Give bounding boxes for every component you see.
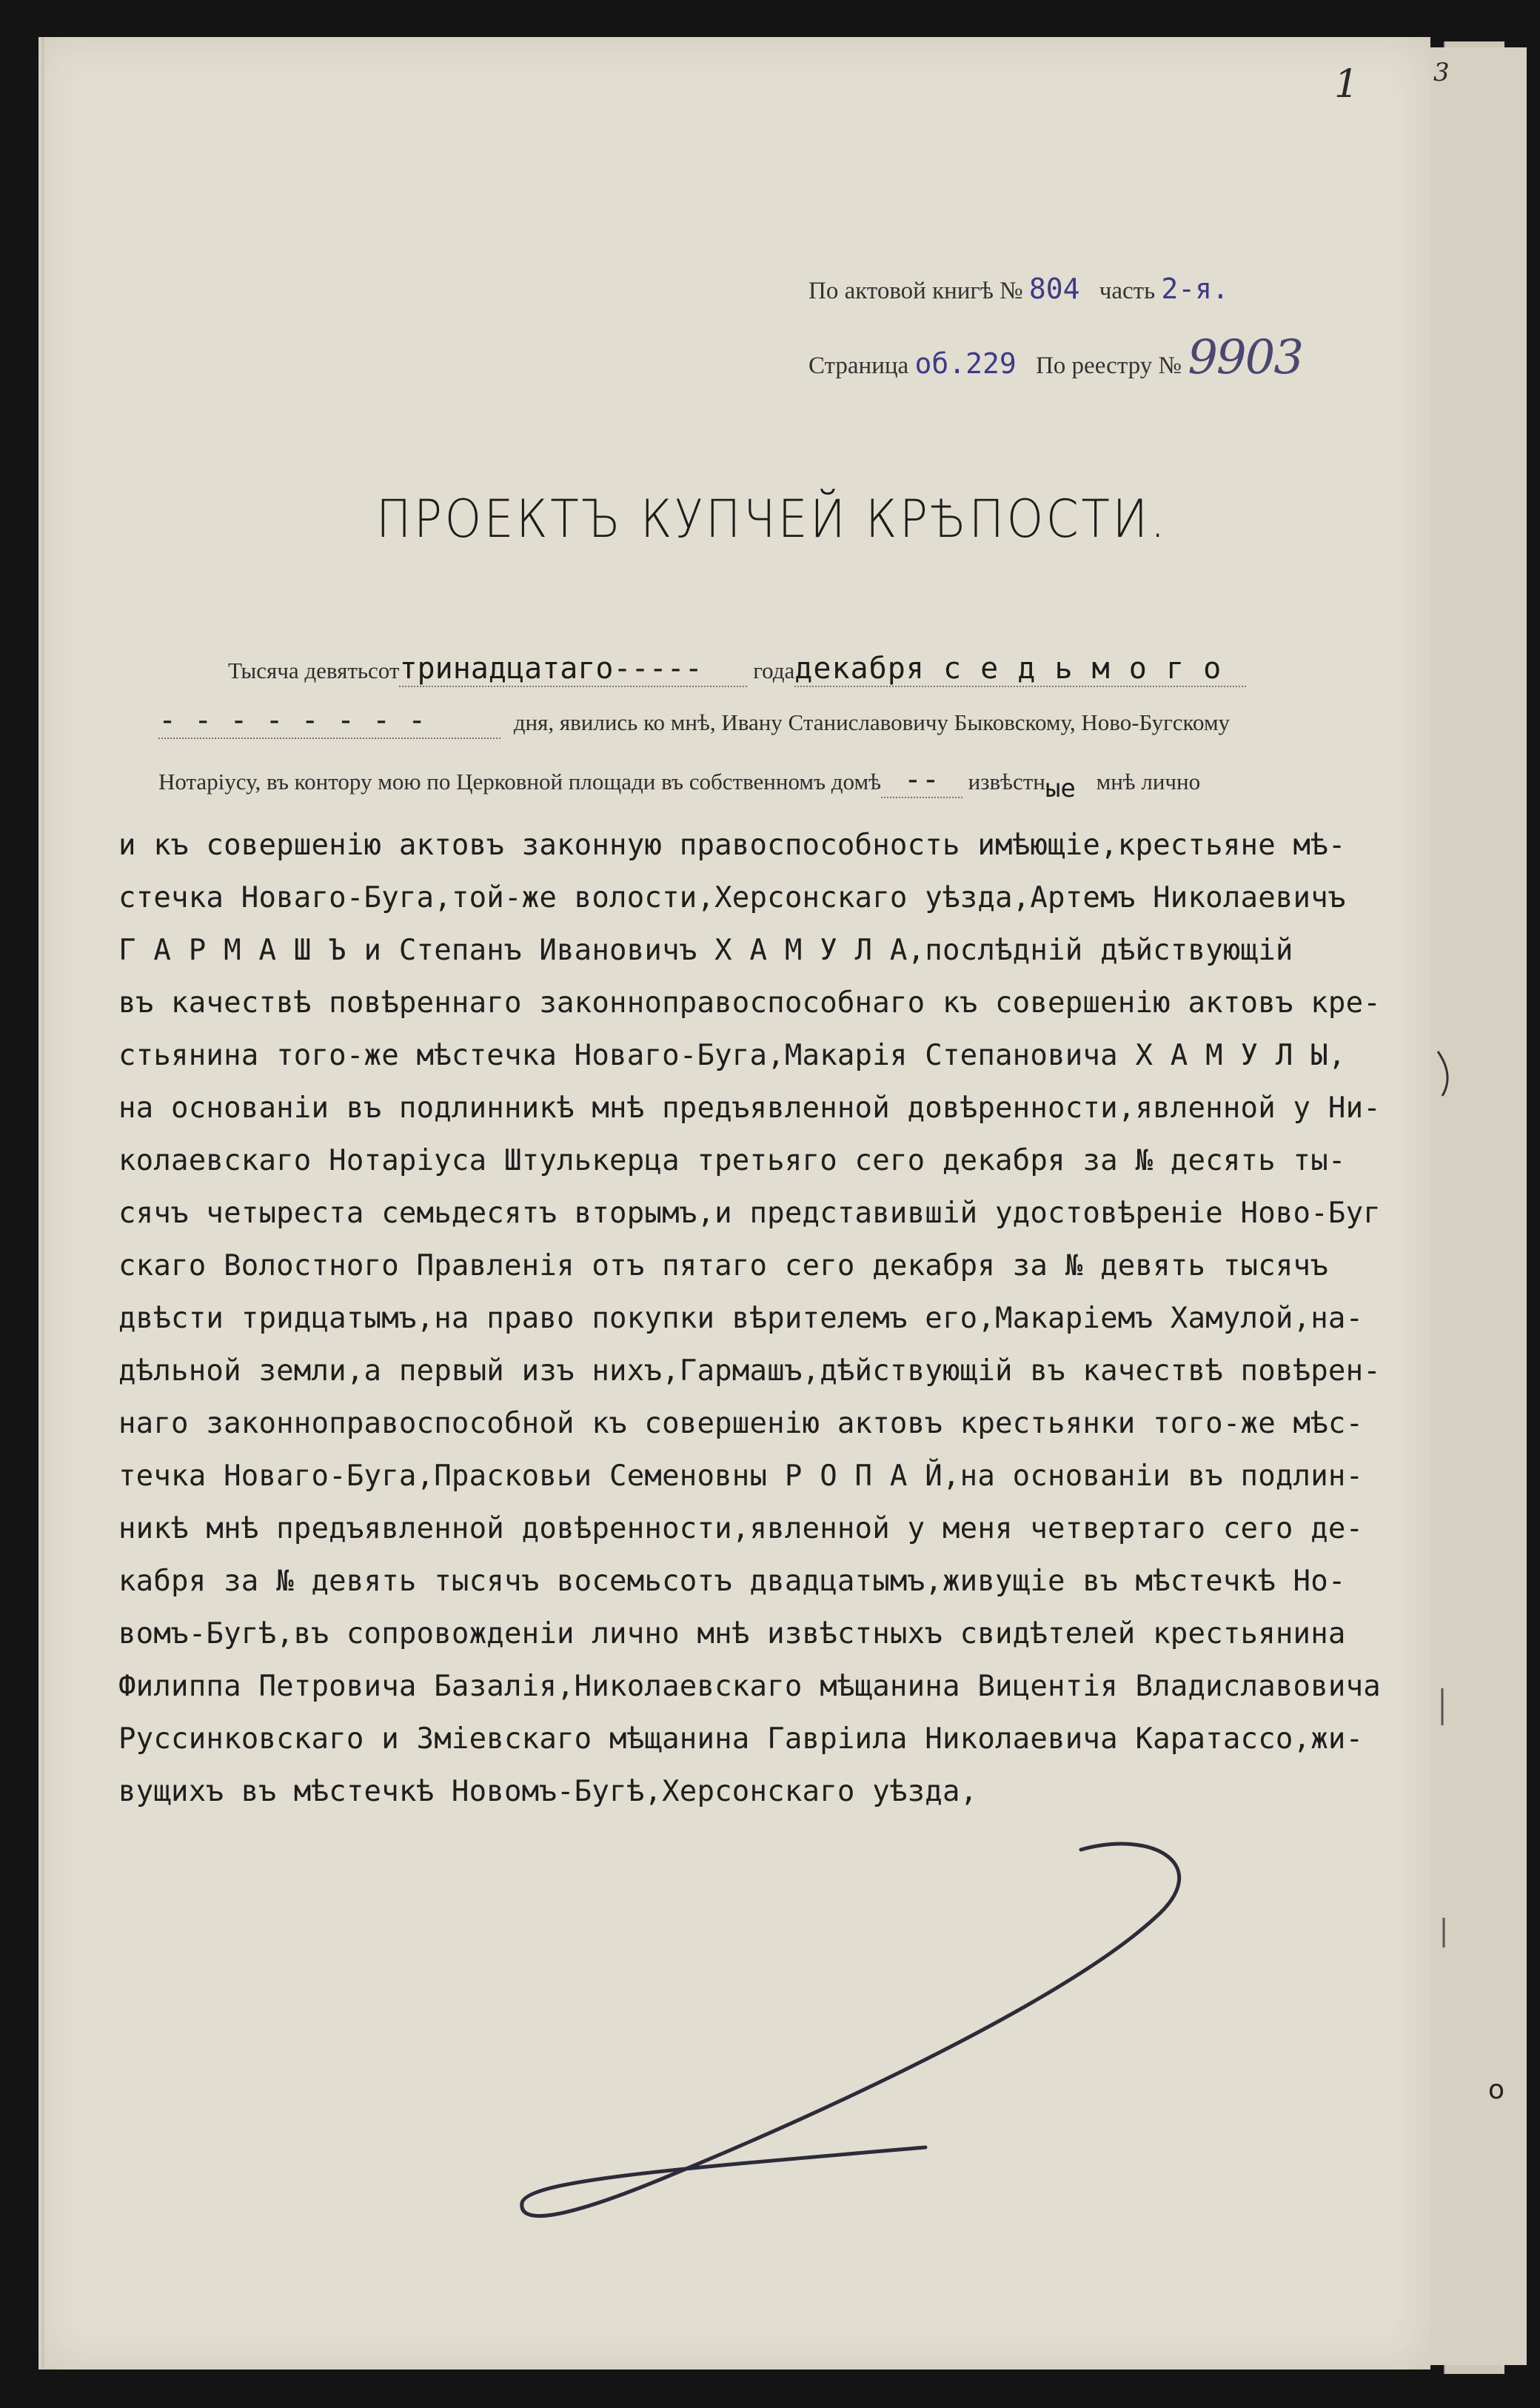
body-line: скаго Волостного Правленія отъ пятаго сего декабря за № девять тысячъ [118, 1249, 1328, 1282]
act-book-label: По актовой книгѣ № [808, 278, 1023, 304]
page-label: Страница [808, 352, 909, 379]
body-line: на основаніи въ подлинникѣ мнѣ предъявленной довѣренности,явленной у Ни- [118, 1091, 1381, 1125]
body-line: Г А Р М А Ш Ъ и Степанъ Ивановичъ Х А М У Л А,послѣдній дѣйствующій [118, 934, 1293, 967]
body-line: вомъ-Бугѣ,въ сопровожденіи лично мнѣ извѣстныхъ свидѣтелей крестьянина [118, 1617, 1346, 1651]
body-line: течка Новаго-Буга,Прасковьи Семеновны Р О П А Й,на основаніи въ подлин- [118, 1459, 1364, 1493]
document-title: ПРОЕКТЪ КУПЧЕЙ КРѢПОСТИ. [376, 489, 1168, 549]
house-typed: -- [903, 763, 940, 797]
act-book-value: 804 [1028, 272, 1080, 305]
year-label: года [753, 658, 795, 683]
dashes-typed: - - - - - - - - [158, 703, 426, 738]
body-line: дѣльной земли,а первый изъ нихъ,Гармашъ,дѣйствующій въ качествѣ повѣрен- [118, 1354, 1381, 1388]
body-line: никѣ мнѣ предъявленной довѣренности,явленной у меня четвертаго сего де- [118, 1512, 1364, 1545]
body-line: Филиппа Петровича Базалія,Николаевскаго мѣщанина Вицентія Владиславовича [118, 1670, 1381, 1703]
month-typed: декабря с е д ь м о г о [794, 652, 1222, 686]
part-value: 2-я. [1161, 272, 1229, 305]
body-line: и къ совершенію актовъ законную правоспособность имѣющіе,крестьяне мѣ- [118, 829, 1346, 862]
margin-mark: о [1488, 2075, 1505, 2105]
notary-text: Нотаріусу, въ контору мою по Церковной площади въ собственномъ домѣ [158, 769, 881, 795]
body-line: вущихъ въ мѣстечкѣ Новомъ-Бугѣ,Херсонскаго уѣзда, [118, 1775, 978, 1808]
body-line: въ качествѣ повѣреннаго законноправоспособнаго къ совершенію актовъ кре- [118, 986, 1381, 1020]
body-line: стьянина того-же мѣстечка Новаго-Буга,Макарія Степановича Х А М У Л Ы, [118, 1039, 1346, 1072]
body-line: кабря за № девять тысячъ восемьсотъ двадцатымъ,живущіе въ мѣстечкѣ Но- [118, 1565, 1346, 1598]
body-line: стечка Новаго-Буга,той-же волости,Херсонскаго уѣзда,Артемъ Николаевичъ [118, 881, 1346, 914]
registry-value: 9903 [1188, 330, 1303, 385]
body-line: сячъ четыреста семьдесятъ вторымъ,и представившій удостовѣреніе Ново-Буг [118, 1197, 1381, 1230]
page-value: об.229 [914, 347, 1017, 380]
folio-number: 1 [1334, 62, 1359, 107]
personally-text: мнѣ лично [1096, 769, 1201, 795]
part-label: часть [1099, 278, 1156, 304]
day-text: дня, явились ко мнѣ, Ивану Станиславовичу Быковскому, Ново-Бугскому [513, 709, 1231, 735]
year-prefix: Тысяча девятьсот [228, 658, 400, 683]
folio-corner-number: 3 [1433, 58, 1450, 87]
body-line: Руссинковскаго и Зміевскаго мѣщанина Гавріила Николаевича Каратассо,жи- [118, 1722, 1364, 1756]
known-text: извѣстн [968, 769, 1045, 795]
body-line: двѣсти тридцатымъ,на право покупки вѣрителемъ его,Макаріемъ Хамулой,на- [118, 1302, 1364, 1335]
registry-label: По реестру № [1035, 352, 1182, 379]
body-line: колаевскаго Нотаріуса Штулькерца третьяго сего декабря за № десять ты- [118, 1144, 1346, 1177]
year-typed: тринадцатаго----- [399, 652, 703, 686]
body-line: наго законноправоспособной къ совершенію актовъ крестьянки того-же мѣс- [118, 1407, 1364, 1440]
known-typed: ые [1045, 774, 1076, 803]
